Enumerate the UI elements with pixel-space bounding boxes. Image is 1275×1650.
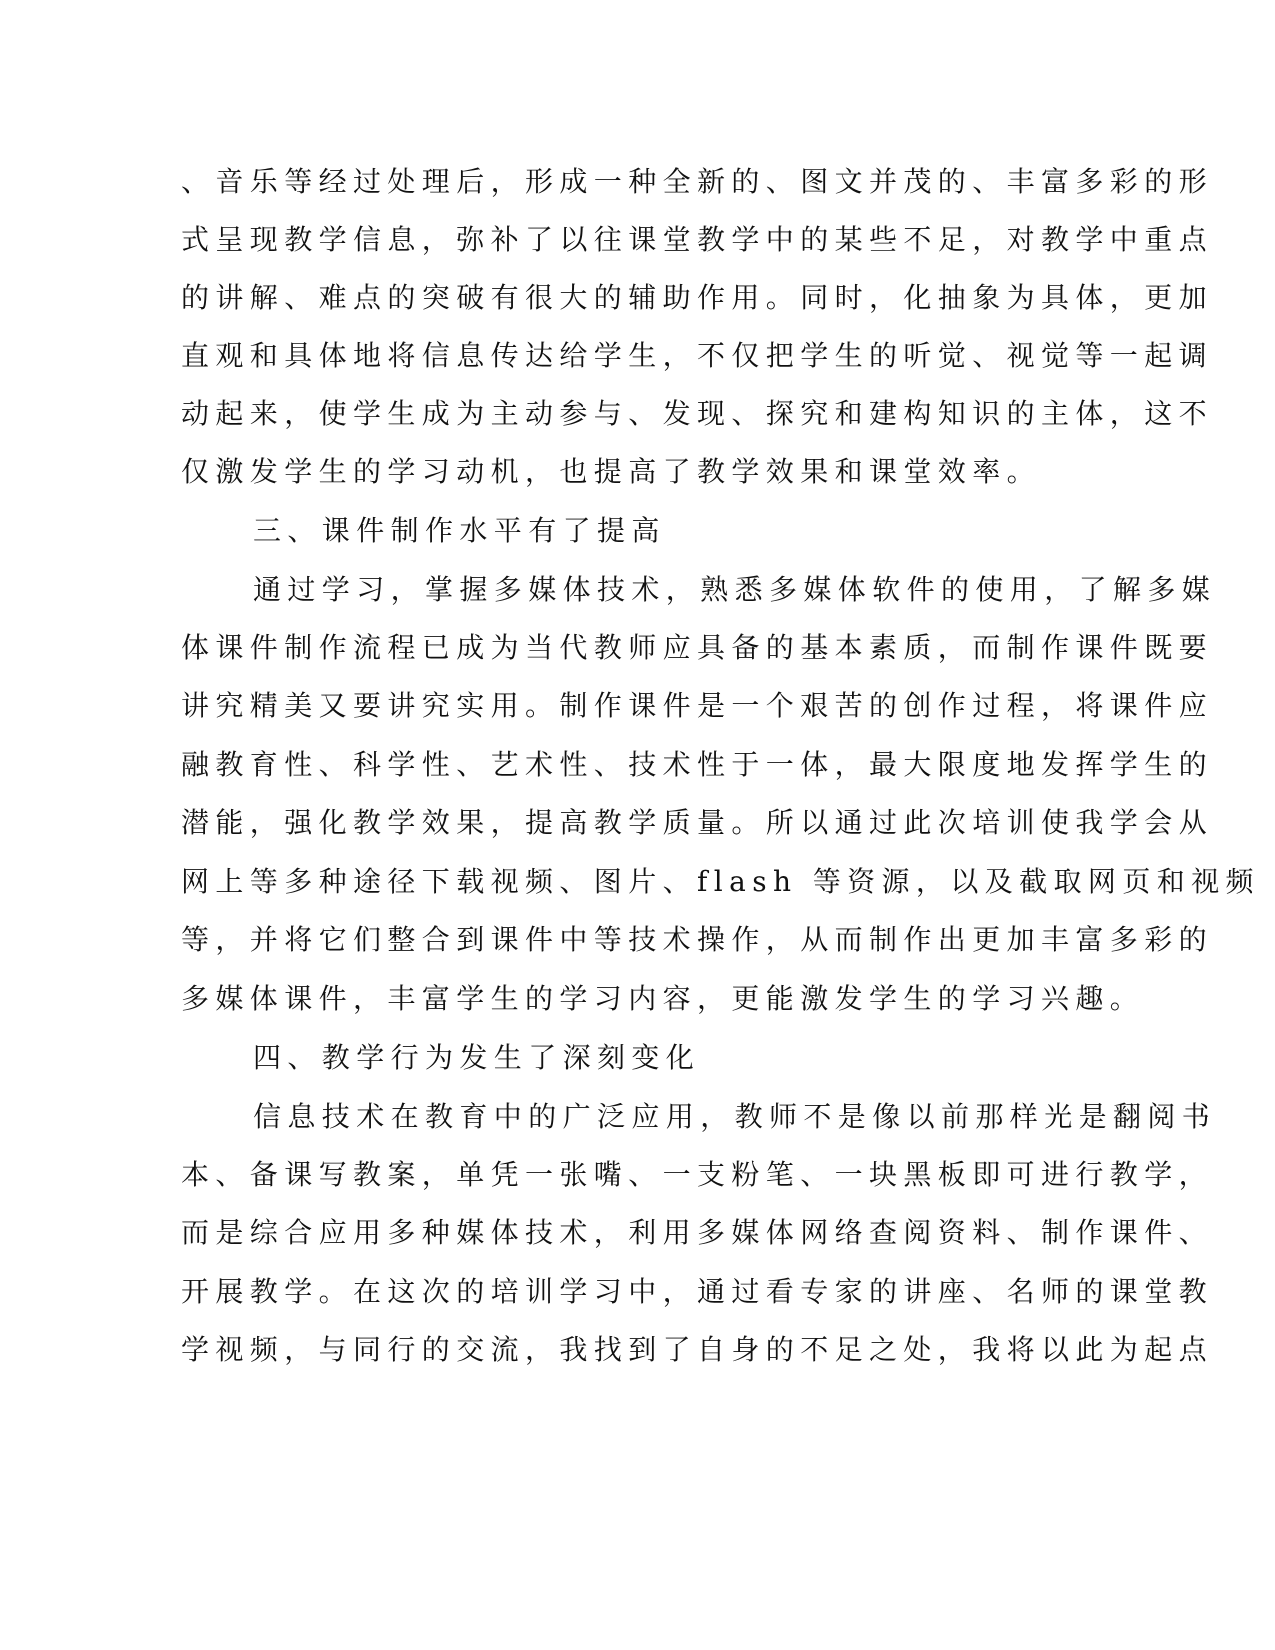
- section-heading: 四、教学行为发生了深刻变化: [253, 1041, 701, 1074]
- text-line: 网上等多种途径下载视频、图片、flash 等资源，以及截取网页和视频: [181, 865, 1260, 898]
- text-line: 直观和具体地将信息传达给学生，不仅把学生的听觉、视觉等一起调: [181, 339, 1214, 372]
- text-line: 动起来，使学生成为主动参与、发现、探究和建构知识的主体，这不: [181, 397, 1214, 430]
- text-line: 、音乐等经过处理后，形成一种全新的、图文并茂的、丰富多彩的形: [181, 165, 1214, 198]
- text-line: 多媒体课件，丰富学生的学习内容，更能激发学生的学习兴趣。: [181, 982, 1145, 1015]
- text-line: 式呈现教学信息，弥补了以往课堂教学中的某些不足，对教学中重点: [181, 223, 1214, 256]
- text-line: 学视频，与同行的交流，我找到了自身的不足之处，我将以此为起点: [181, 1333, 1214, 1366]
- text-line: 本、备课写教案，单凭一张嘴、一支粉笔、一块黑板即可进行教学，: [181, 1158, 1214, 1191]
- text-line: 融教育性、科学性、艺术性、技术性于一体，最大限度地发挥学生的: [181, 748, 1214, 781]
- text-line: 潜能，强化教学效果，提高教学质量。所以通过此次培训使我学会从: [181, 806, 1214, 839]
- text-line: 讲究精美又要讲究实用。制作课件是一个艰苦的创作过程，将课件应: [181, 689, 1214, 722]
- text-line: 体课件制作流程已成为当代教师应具备的基本素质，而制作课件既要: [181, 631, 1214, 664]
- text-line: 等，并将它们整合到课件中等技术操作，从而制作出更加丰富多彩的: [181, 923, 1214, 956]
- text-line: 仅激发学生的学习动机，也提高了教学效果和课堂效率。: [181, 455, 1042, 488]
- text-line: 信息技术在教育中的广泛应用，教师不是像以前那样光是翻阅书: [253, 1100, 1217, 1133]
- text-line: 的讲解、难点的突破有很大的辅助作用。同时，化抽象为具体，更加: [181, 281, 1214, 314]
- text-line: 通过学习，掌握多媒体技术，熟悉多媒体软件的使用，了解多媒: [253, 573, 1217, 606]
- text-line: 开展教学。在这次的培训学习中，通过看专家的讲座、名师的课堂教: [181, 1275, 1214, 1308]
- text-line: 而是综合应用多种媒体技术，利用多媒体网络查阅资料、制作课件、: [181, 1216, 1214, 1249]
- section-heading: 三、课件制作水平有了提高: [253, 514, 666, 547]
